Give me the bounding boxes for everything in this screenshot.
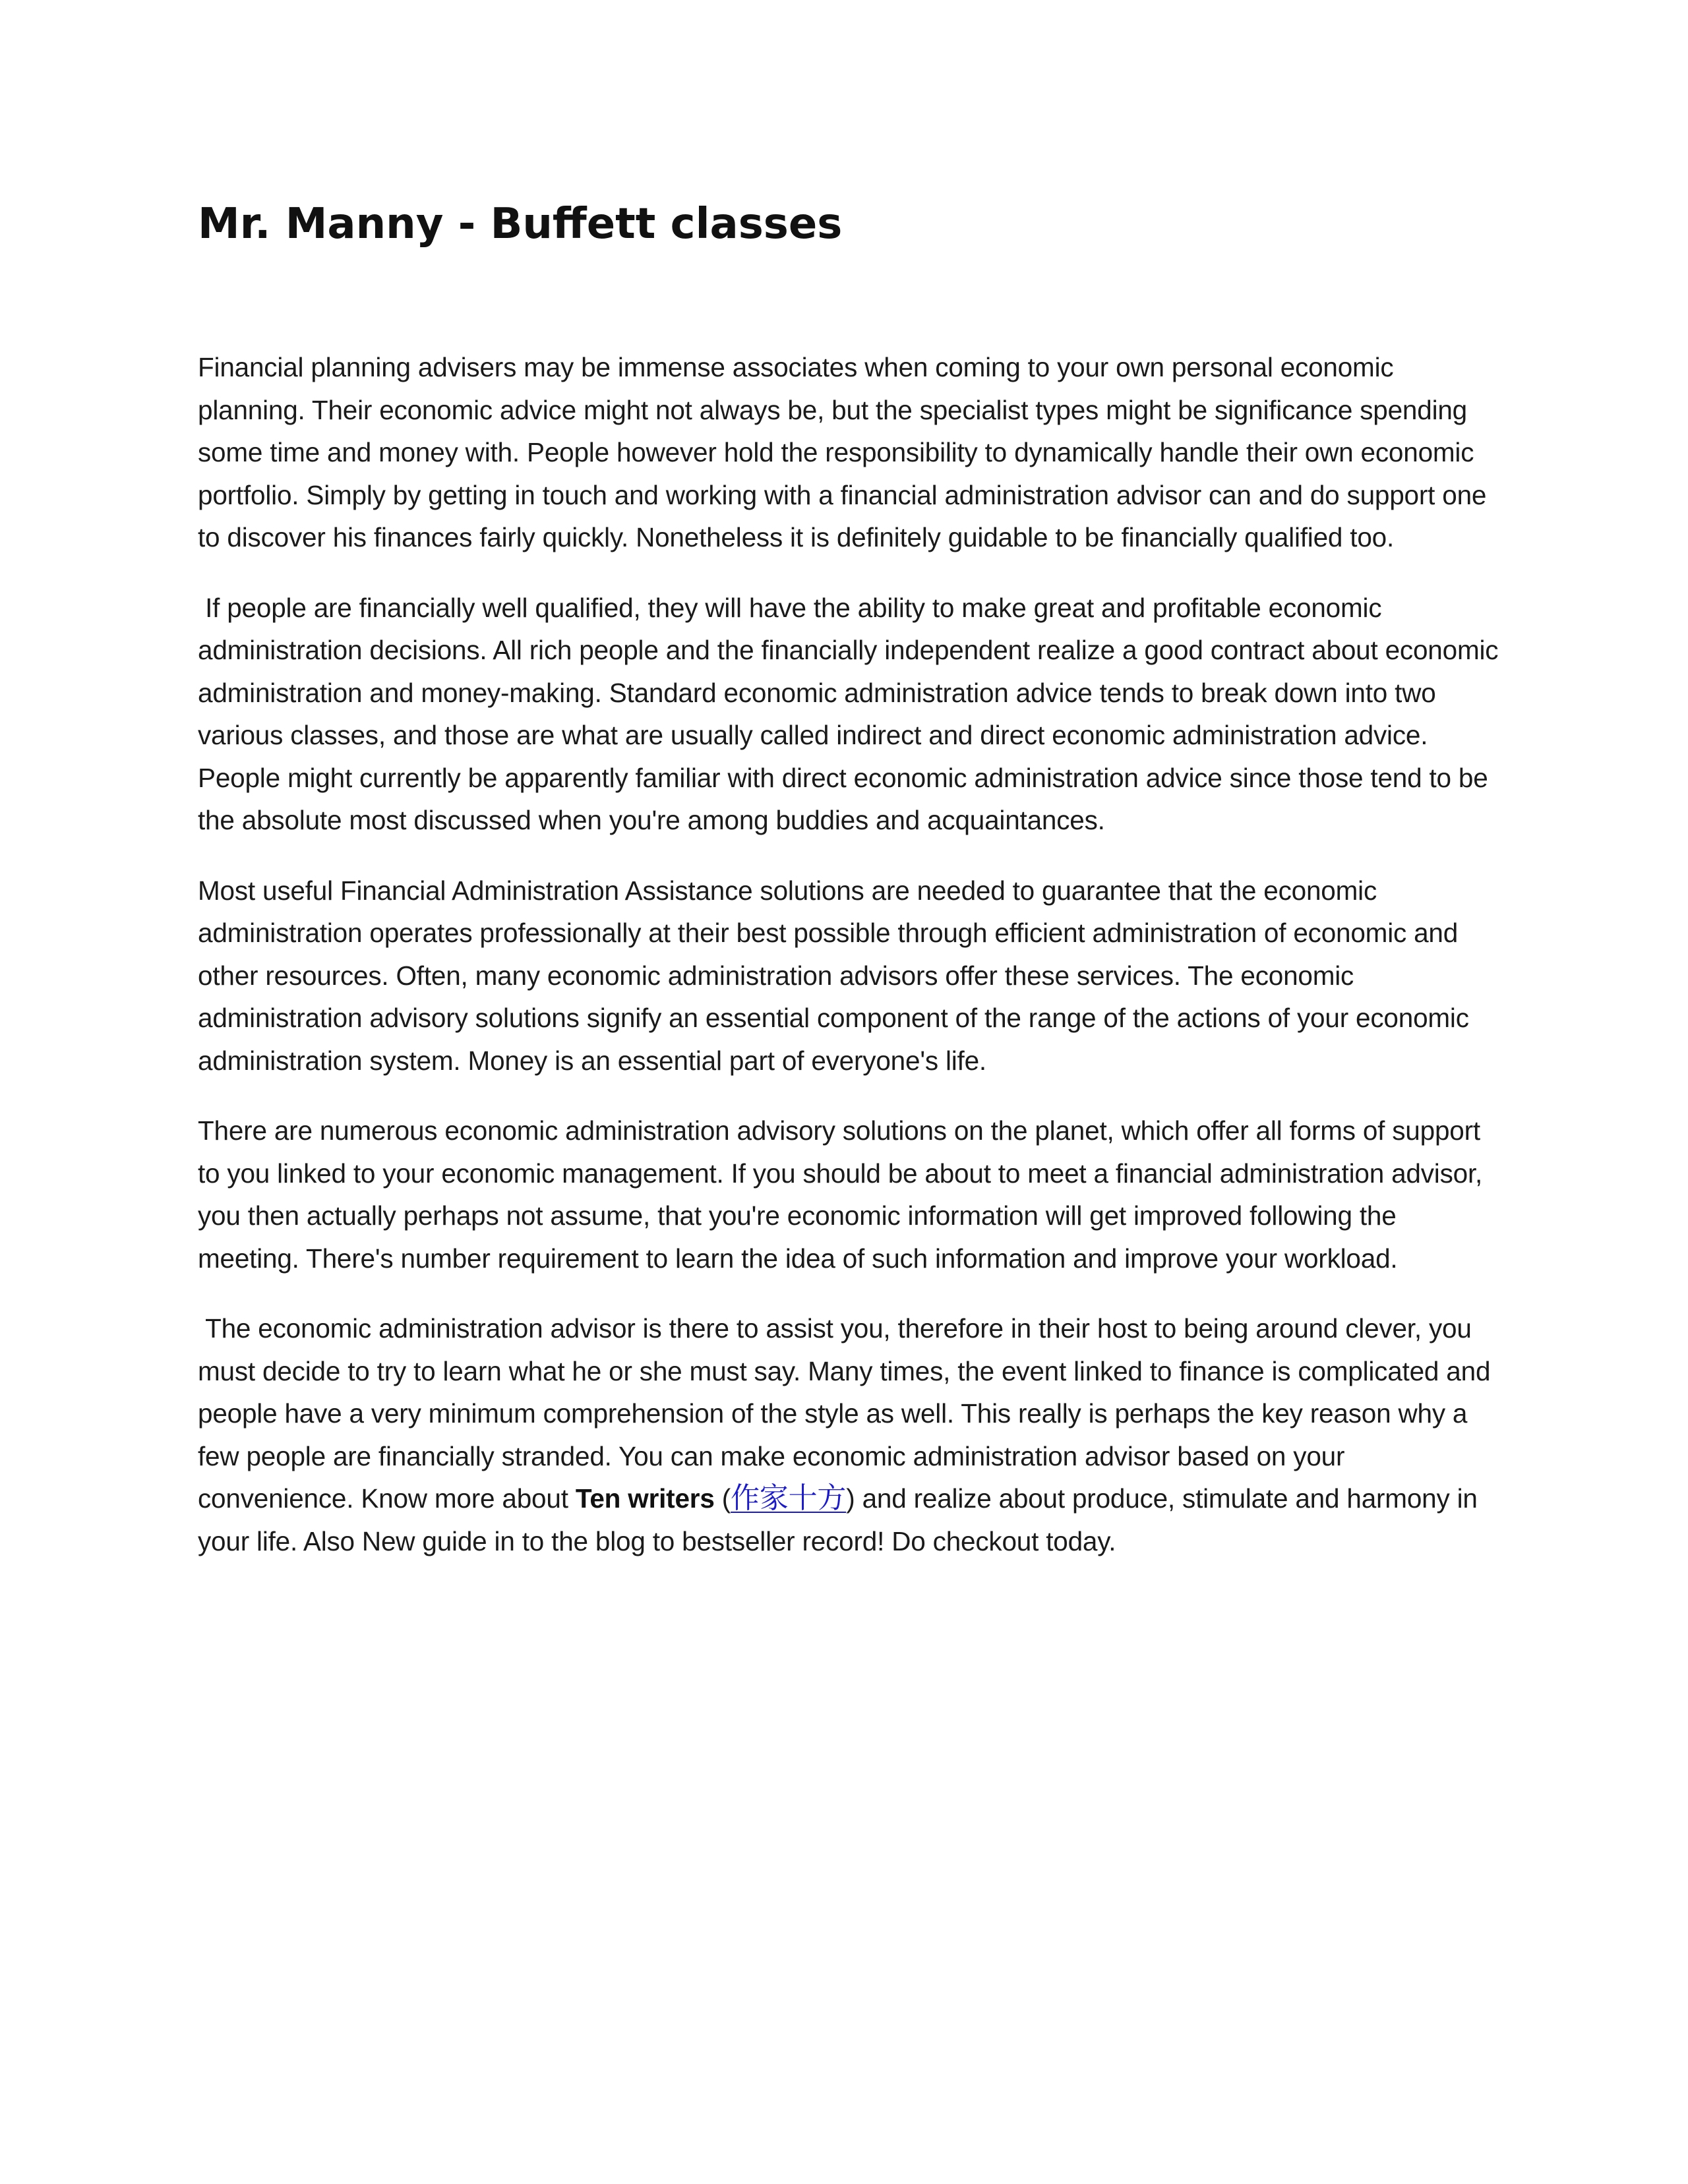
paragraph-5-text-before: The economic administration advisor is there to assist you, therefore in their host to being around clever, you must decide to try to learn what he or she must say. Many times, the event linked to finance is complicated and people have a very minimum comprehension of the style as well. This really is perhaps the key reason why a few people are financially stranded. You can make economic administration advisor based on your convenience. Know more about [198,1313,1498,1514]
paragraph-5 [198,1307,1503,1562]
paragraph-1: Financial planning advisers may be immense associates when coming to your own personal economic planning. Their economic advice might not always be, but the specialist types might be significance spending some time and money with. People however hold the responsibility to dynamically handle their own economic portfolio. Simply by getting in touch and working with a financial administration advisor can and do support one to discover his finances fairly quickly. Nonetheless it is definitely guidable to be financially qualified too. [198,352,1494,552]
document-title: Mr. Manny - Buffett classes [198,200,843,249]
document-body [198,346,1506,1562]
paragraph-3: Most useful Financial Administration Assistance solutions are needed to guarantee that the economic administration operates professionally at their best possible through efficient administration of economic and other resources. Often, many economic administration advisors offer these services. The economic administration advisory solutions signify an essential component of the range of the actions of your economic administration system. Money is an essential part of everyone's life. [198,875,1476,1076]
paragraph-2: If people are financially well qualified, they will have the ability to make great and profitable economic administration decisions. All rich people and the financially independent realize a good contract about economic administration and money-making. Standard economic administration advice tends to break down into two various classes, and those are what are usually called indirect and direct economic administration advice. People might currently be apparently familiar with direct economic administration advice since those tend to be the absolute most discussed when you're among buddies and acquaintances. [198,592,1506,835]
paragraph-5-text-after: and realize about produce, stimulate and harmony in your life. Also New guide in to the blog to bestseller record! Do checkout today. [198,1483,1485,1556]
ten-writers-chinese-link[interactable]: 作家十方 [731,1481,847,1515]
paragraph-4: There are numerous economic administration advisory solutions on the planet, which offer all forms of support to you linked to your economic management. If you should be about to meet a financial administration advisor, you then actually perhaps not assume, that you're economic information will get improved following the meeting. There's number requirement to learn the idea of such information and improve your workload. [198,1115,1490,1274]
paren-open: ( [714,1483,731,1514]
paren-close: ) [846,1483,855,1514]
ten-writers-bold-text: Ten writers [575,1483,715,1514]
document-content [198,194,1506,1590]
